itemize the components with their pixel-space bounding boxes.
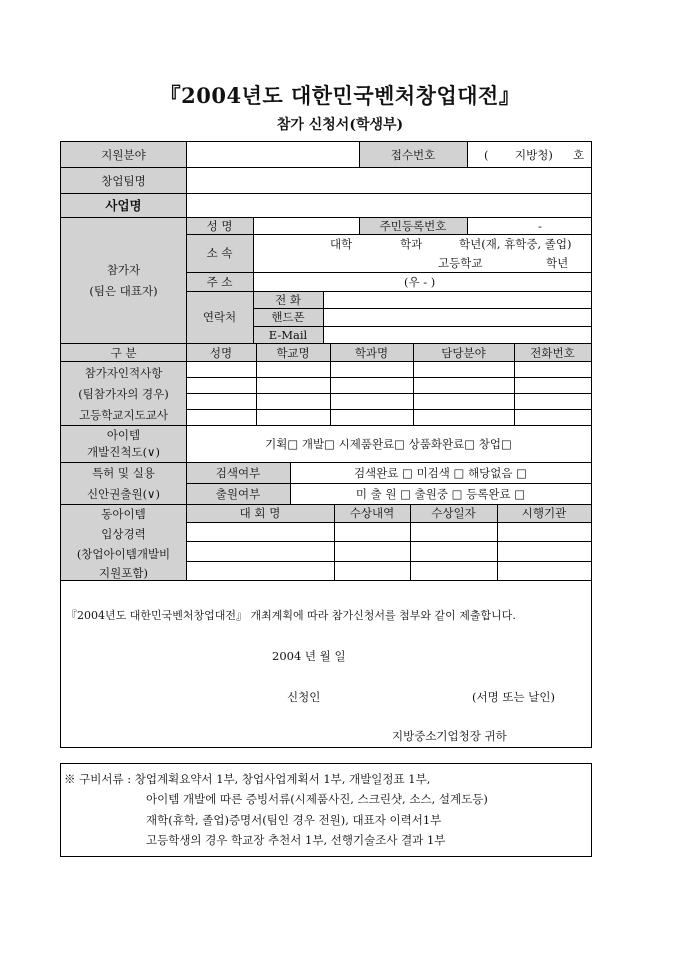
category-label: 구 분 — [110, 346, 137, 360]
required-documents-line-2: 아이템 개발에 따른 증빙서류(시제품사진, 스크린샷, 소스, 설계도등) — [146, 792, 488, 806]
field-label: 지원분야 — [101, 148, 146, 162]
award-label-3: (창업아이템개발비 — [76, 547, 171, 561]
receipt-suffix: 호 — [573, 148, 585, 162]
col-phone: 전화번호 — [530, 346, 575, 360]
affiliation-label: 소 속 — [206, 246, 233, 260]
address-label: 주 소 — [206, 275, 233, 289]
required-documents-line-3: 재학(휴학, 졸업)증명서(팀인 경우 전원), 대표자 이력서1부 — [146, 813, 442, 827]
receipt-open: ( — [484, 148, 489, 162]
patent-label-sub: 신안권출원(∨) — [87, 487, 160, 501]
member-info-label: 참가자인적사항 — [84, 366, 163, 380]
affiliation-university: 대학 — [330, 237, 353, 251]
email-label: E-Mail — [268, 328, 308, 342]
item-progress-sub: 개발진척도(∨) — [87, 445, 160, 459]
required-documents-line-1: ※ 구비서류 : 창업계획요약서 1부, 창업사업계획서 1부, 개발일정표 1부, — [64, 772, 431, 786]
page-title: 『2004년도 대한민국벤처창업대전』 — [159, 83, 521, 108]
contact-label: 연락처 — [202, 310, 237, 324]
progress-options: 기획□ 개발□ 시제품완료□ 상품화완료□ 창업□ — [265, 437, 512, 451]
member-info-sub: (팀참가자의 경우) — [78, 387, 169, 401]
id-number-label: 주민등록번호 — [379, 219, 447, 233]
affiliation-high-school: 고등학교 — [438, 256, 483, 270]
affiliation-department: 학과 — [400, 237, 423, 251]
col-department: 학과명 — [354, 346, 389, 360]
filing-options: 미 출 원 □ 출원중 □ 등록완료 □ — [355, 487, 526, 501]
applicant-label: 참가자 — [106, 263, 141, 277]
award-col-prize: 수상내역 — [349, 506, 395, 520]
business-label: 사업명 — [105, 198, 142, 213]
team-label: 창업팀명 — [101, 174, 146, 188]
affiliation-year: 학년(재, 휴학중, 졸업) — [459, 237, 572, 251]
award-col-date: 수상일자 — [431, 506, 476, 520]
receipt-label: 접수번호 — [390, 148, 436, 162]
advisor-label: 고등학교지도교사 — [79, 408, 168, 422]
required-documents-line-4: 고등학생의 경우 학교장 추천서 1부, 선행기술조사 결과 1부 — [146, 833, 446, 847]
signature-note: (서명 또는 날인) — [472, 690, 555, 704]
patent-label: 특허 및 실용 — [92, 466, 155, 480]
award-label-4: 지원포함) — [99, 566, 148, 580]
applicant-label-sub: (팀은 대표자) — [89, 284, 158, 298]
receipt-agency: 지방청) — [515, 148, 553, 162]
id-dash: - — [538, 219, 542, 233]
search-options: 검색완료 □ 미검색 □ 해당없음 □ — [353, 466, 528, 480]
name-label: 성 명 — [206, 219, 233, 233]
affiliation-grade: 학년 — [546, 256, 569, 270]
item-progress-label: 아이템 — [106, 428, 141, 442]
award-col-contest: 대 회 명 — [239, 506, 281, 520]
mobile-label: 핸드폰 — [271, 310, 305, 324]
recipient: 지방중소기업청장 귀하 — [392, 729, 507, 743]
declaration-text: 『2004년도 대한민국벤처창업대전』 개최계획에 따라 참가신청서를 첨부와 같이 제출합니다. — [66, 609, 516, 622]
award-col-organizer: 시행기관 — [521, 506, 567, 520]
address-postcode: (우 - ) — [404, 275, 436, 289]
col-school: 학교명 — [276, 346, 310, 360]
award-label: 동아이템 — [101, 507, 146, 521]
declaration-date: 2004 년 월 일 — [272, 649, 346, 663]
col-role: 담당분야 — [441, 346, 486, 360]
award-label-2: 입상경력 — [101, 527, 146, 541]
page-subtitle: 참가 신청서(학생부) — [276, 117, 404, 133]
filing-label: 출원여부 — [215, 487, 261, 501]
col-name: 성명 — [209, 346, 233, 360]
search-label: 검색여부 — [215, 466, 261, 480]
applicant-signature-label: 신청인 — [287, 690, 321, 704]
phone-label: 전 화 — [275, 293, 301, 307]
